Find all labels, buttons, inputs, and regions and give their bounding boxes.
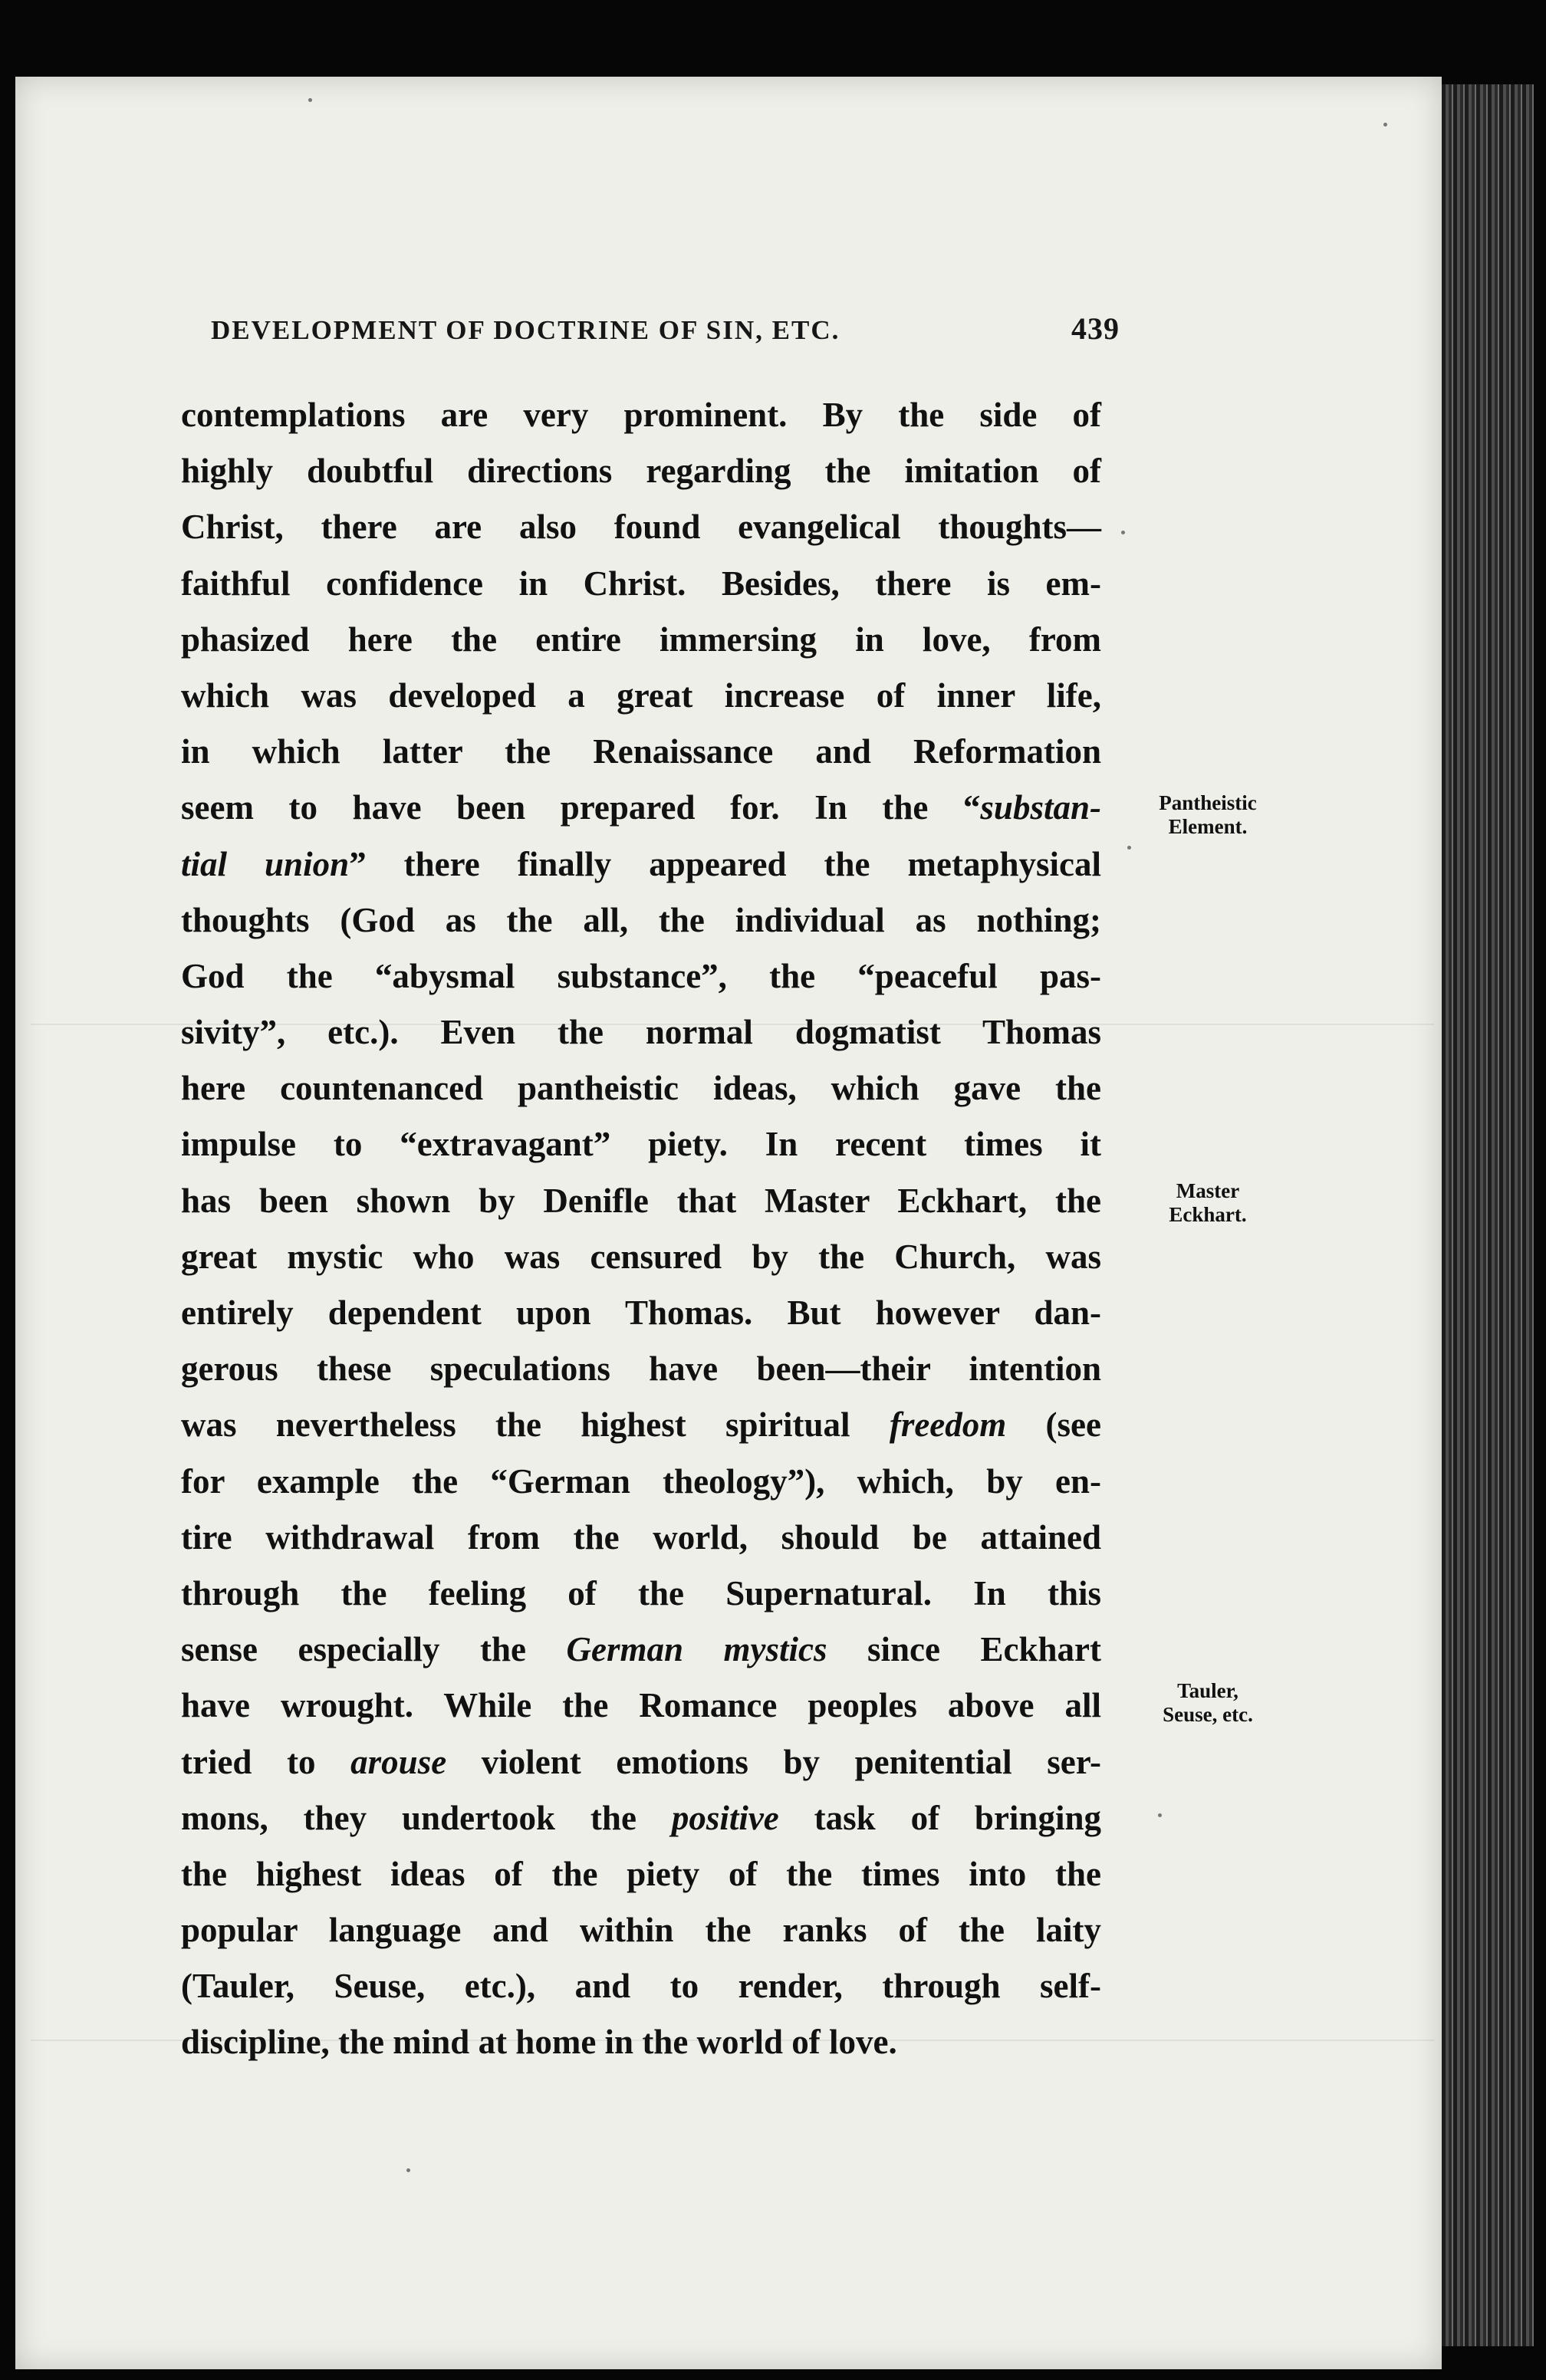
text-line [181,1060,1101,1116]
page-edge-stack [1442,84,1534,2346]
text-line [181,1510,1101,1566]
text-line [181,1229,1101,1285]
line-text: (Tauler, Seuse, etc.), and to render, through self- [181,1967,1101,2006]
sidenote-line: Seuse, etc. [1163,1703,1253,1726]
speck [308,98,312,102]
line-text: has been shown by Denifle that Master Eckhart, the [181,1181,1101,1220]
line-text: was nevertheless the highest spiritual [181,1405,890,1445]
text-line [181,1116,1101,1172]
line-text: sivity”, etc.). Even the normal dogmatist Thomas [181,1013,1101,1052]
text-line [181,612,1101,668]
line-text: God the “abysmal substance”, the “peaceful pas- [181,956,1101,995]
speck [1121,531,1125,534]
italic-text: German mystics [566,1630,827,1669]
line-text: thoughts (God as the all, the individual as nothing; [181,900,1101,939]
text-line [181,1454,1101,1510]
line-text: contemplations are very prominent. By the side of [181,396,1101,434]
text-line [181,1566,1101,1622]
text-line [181,556,1101,612]
text-line [181,1846,1101,1902]
sidenote-line: Tauler, [1177,1679,1238,1702]
sidenote-line: Eckhart. [1169,1203,1247,1226]
italic-text: positive [671,1798,779,1837]
text-line [181,1734,1101,1790]
body-text [181,387,1101,2071]
text-line [181,1678,1101,1734]
line-text: popular language and within the ranks of the laity [181,1911,1101,1950]
line-text: Christ, there are also found evangelical thoughts— [181,508,1101,547]
speck [1127,846,1131,850]
line-text: seem to have been prepared for. In the “ [181,788,981,827]
text-line [181,668,1101,724]
text-line [181,948,1101,1004]
line-text: impulse to “extravagant” piety. In recent times it [181,1125,1101,1164]
text-line [181,1622,1101,1678]
italic-text: arouse [350,1742,447,1781]
text-line [181,893,1101,948]
line-text: for example the “German theology”), which, by en- [181,1461,1101,1501]
line-text: the highest ideas of the piety of the times into the [181,1854,1101,1893]
text-line [181,2014,1101,2070]
line-text: (see [1006,1405,1101,1445]
text-line [181,387,1101,443]
text-line [181,837,1101,893]
line-text: in which latter the Renaissance and Reformation [181,732,1101,771]
line-text: entirely dependent upon Thomas. But however dan- [181,1294,1101,1332]
sidenote-line: Pantheistic [1159,791,1257,814]
speck [1383,123,1387,127]
line-text: since Eckhart [827,1630,1101,1669]
text-line [181,1173,1101,1229]
italic-text: tial union [181,844,350,883]
line-text: which was developed a great increase of inner life, [181,676,1101,715]
line-text: here countenanced pantheistic ideas, which gave the [181,1069,1101,1108]
line-text: highly doubtful directions regarding the imitation of [181,452,1101,491]
line-text: have wrought. While the Romance peoples above all [181,1686,1101,1725]
line-text: sense especially the [181,1630,567,1669]
text-line [181,1397,1101,1453]
text-line [181,1902,1101,1958]
sidenote-line: Master [1176,1179,1240,1202]
line-text: phasized here the entire immersing in love, from [181,620,1101,659]
line-text: ” there finally appeared the metaphysical [349,844,1101,883]
line-text: tire withdrawal from the world, should be attained [181,1517,1101,1557]
running-head [211,311,1120,347]
line-text: tried to [181,1742,351,1781]
text-line [181,1790,1101,1846]
line-text: violent emotions by penitential ser- [446,1742,1101,1781]
line-text: great mystic who was censured by the Church, was [181,1237,1101,1276]
text-line [181,443,1101,499]
speck [1158,1813,1162,1817]
text-line [181,499,1101,555]
running-head-title: DEVELOPMENT OF DOCTRINE OF SIN, ETC. [211,315,840,345]
line-text: faithful confidence in Christ. Besides, there is em- [181,564,1101,603]
sidenote-pantheistic-element [1116,791,1300,839]
text-line [181,1341,1101,1397]
page-number: 439 [1071,311,1120,346]
italic-text: freedom [889,1405,1007,1445]
sidenote-tauler-seuse [1116,1679,1300,1727]
sidenote-master-eckhart [1116,1179,1300,1227]
line-text: through the feeling of the Supernatural. In this [181,1573,1101,1612]
line-text: gerous these speculations have been—their intention [181,1349,1101,1389]
line-text: discipline, the mind at home in the world of love. [181,2023,897,2062]
text-line [181,724,1101,780]
text-line [181,1285,1101,1341]
line-text: mons, they undertook the [181,1798,672,1837]
text-line [181,780,1101,836]
speck [406,2168,410,2172]
text-line [181,1958,1101,2014]
text-line [181,1004,1101,1060]
sidenote-line: Element. [1168,815,1248,838]
italic-text: substan- [980,788,1101,827]
line-text: task of bringing [778,1798,1101,1837]
